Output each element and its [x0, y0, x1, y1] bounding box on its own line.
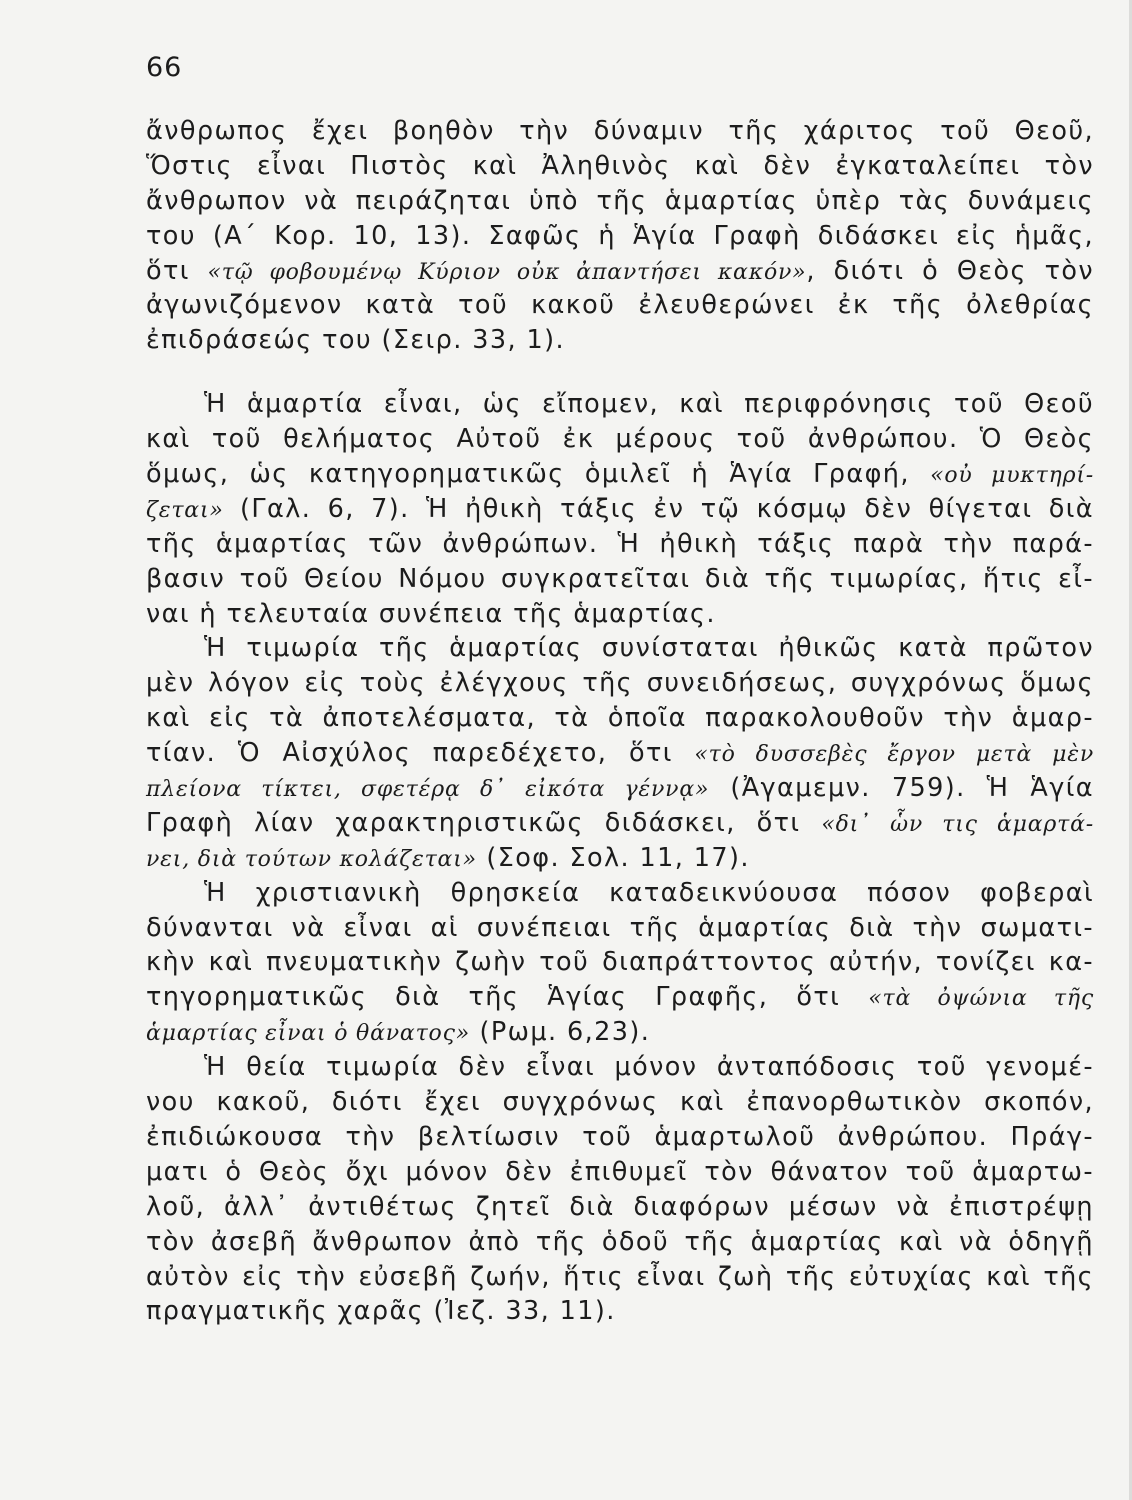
text-segment: (Ἀγαμεμν. 759). Ἡ Ἁγία — [709, 773, 1095, 804]
text-line — [146, 980, 1094, 1015]
text-line — [146, 841, 1094, 876]
quotation: πλείονα τίκτει, σφετέρᾳ δ᾽ εἰκότα γέννᾳ» — [146, 777, 710, 803]
text-line: ἄνθρωπον νὰ πειράζηται ὑπὸ τῆς ἁμαρτίας ὑπὲρ τὰς δυνάμεις — [146, 185, 1094, 216]
text-line: ἄνθρωπος ἔχει βοηθὸν τὴν δύναμιν τῆς χάριτος τοῦ Θεοῦ, — [146, 116, 1094, 146]
text-line: Ἡ χριστιανικὴ θρησκεία καταδεικνύουσα πόσον φοβεραὶ — [204, 877, 1094, 908]
text-line: καὶ εἰς τὰ ἀποτελέσματα, τὰ ὁποῖα παρακολουθοῦν τὴν ἁμαρ- — [146, 703, 1094, 734]
text-line: βασιν τοῦ Θείου Νόμου συγκρατεῖται διὰ τῆς τιμωρίας, ἥτις εἶ- — [146, 563, 1094, 594]
text-line — [146, 254, 1094, 289]
quotation: ἁμαρτίας εἶναι ὁ θάνατος» — [146, 1021, 470, 1047]
quotation: «τὸ δυσσεβὲς ἔργον μετὰ μὲν — [694, 742, 1094, 768]
text-line — [146, 457, 1094, 492]
text-line: καὶ τοῦ θελήματος Αὐτοῦ ἐκ μέρους τοῦ ἀνθρώπου. Ὁ Θεὸς — [146, 424, 1094, 455]
text-segment: ὅτι — [146, 255, 208, 286]
text-line: ἐπιδράσεώς του (Σειρ. 33, 1). — [146, 325, 565, 356]
quotation: «δι᾽ ὧν τις ἁμαρτά- — [821, 811, 1094, 837]
text-line: τὸν ἀσεβῆ ἄνθρωπον ἀπὸ τῆς ὁδοῦ τῆς ἁμαρτίας καὶ νὰ ὁδηγῇ — [146, 1226, 1094, 1257]
text-line: πραγματικῆς χαρᾶς (Ἰεζ. 33, 11). — [146, 1296, 616, 1327]
text-line: δύνανται νὰ εἶναι αἱ συνέπειαι τῆς ἁμαρτίας διὰ τὴν σωματι- — [146, 912, 1094, 943]
text-segment: ὅμως, ὡς κατηγορηματικῶς ὁμιλεῖ ἡ Ἁγία Γραφή, — [146, 459, 931, 490]
text-line: μὲν λόγον εἰς τοὺς ἐλέγχους τῆς συνειδήσεως, συγχρόνως ὅμως — [146, 668, 1094, 699]
text-line: Ὅστις εἶναι Πιστὸς καὶ Ἀληθινὸς καὶ δὲν ἐγκαταλείπει τὸν — [146, 150, 1094, 181]
text-segment: (Γαλ. 6, 7). Ἡ ἠθικὴ τάξις ἐν τῷ κόσμῳ δὲν θίγεται διὰ — [223, 493, 1094, 524]
text-segment: , διότι ὁ Θεὸς τὸν — [806, 255, 1094, 286]
quotation: «τὰ ὀψώνια τῆς — [868, 986, 1094, 1012]
quotation: «τῷ φοβουμένῳ Κύριον οὐκ ἀπαντήσει κακόν» — [207, 259, 807, 285]
text-line: ἐπιδιώκουσα τὴν βελτίωσιν τοῦ ἁμαρτωλοῦ ἀνθρώπου. Πράγ- — [146, 1121, 1094, 1152]
page-number: 66 — [146, 52, 183, 83]
text-line: Ἡ ἁμαρτία εἶναι, ὡς εἴπομεν, καὶ περιφρόνησις τοῦ Θεοῦ — [204, 389, 1094, 420]
text-line: κὴν καὶ πνευματικὴν ζωὴν τοῦ διαπράττοντος αὐτήν, τονίζει κα- — [146, 947, 1094, 978]
text-line: νου κακοῦ, διότι ἔχει συγχρόνως καὶ ἐπανορθωτικὸν σκοπόν, — [146, 1087, 1094, 1118]
quotation: νει, διὰ τούτων κολάζεται» — [146, 846, 477, 872]
text-segment: (Σοφ. Σολ. 11, 17). — [476, 842, 750, 873]
text-segment: Γραφὴ λίαν χαρακτηριστικῶς διδάσκει, ὅτι — [146, 807, 822, 838]
text-segment: (Ρωμ. 6,23). — [469, 1017, 651, 1048]
text-line — [146, 1015, 1094, 1050]
text-line: ναι ἡ τελευταία συνέπεια τῆς ἁμαρτίας. — [146, 598, 716, 629]
text-line: Ἡ τιμωρία τῆς ἁμαρτίας συνίσταται ἠθικῶς κατὰ πρῶτον — [204, 633, 1094, 664]
text-segment: τηγορηματικῶς διὰ τῆς Ἁγίας Γραφῆς, ὅτι — [146, 982, 869, 1013]
text-line — [146, 736, 1094, 771]
quotation: «οὐ μυκτηρί- — [930, 463, 1094, 489]
text-line: ἀγωνιζόμενον κατὰ τοῦ κακοῦ ἐλευθερώνει ἐκ τῆς ὀλεθρίας — [146, 290, 1094, 321]
text-line — [146, 771, 1094, 806]
text-segment: τίαν. Ὁ Αἰσχύλος παρεδέχετο, ὅτι — [146, 738, 695, 769]
text-line — [146, 492, 1094, 527]
quotation: ζεται» — [146, 497, 224, 523]
text-line: τῆς ἁμαρτίας τῶν ἀνθρώπων. Ἡ ἠθικὴ τάξις παρὰ τὴν παρά- — [146, 528, 1094, 559]
text-line: του (Α΄ Κορ. 10, 13). Σαφῶς ἡ Ἁγία Γραφὴ διδάσκει εἰς ἡμᾶς, — [146, 220, 1094, 251]
text-line: λοῦ, ἀλλ᾽ ἀντιθέτως ζητεῖ διὰ διαφόρων μέσων νὰ ἐπιστρέψῃ — [146, 1191, 1094, 1222]
text-line: αὐτὸν εἰς τὴν εὐσεβῆ ζωήν, ἥτις εἶναι ζωὴ τῆς εὐτυχίας καὶ τῆς — [146, 1261, 1094, 1292]
paragraph-gap — [146, 358, 1094, 387]
text-line: Ἡ θεία τιμωρία δὲν εἶναι μόνον ἀνταπόδοσις τοῦ γενομέ- — [204, 1052, 1094, 1083]
text-line — [146, 806, 1094, 841]
body-text — [146, 114, 1094, 1329]
text-line: ματι ὁ Θεὸς ὄχι μόνον δὲν ἐπιθυμεῖ τὸν θάνατον τοῦ ἁμαρτω- — [146, 1156, 1094, 1187]
